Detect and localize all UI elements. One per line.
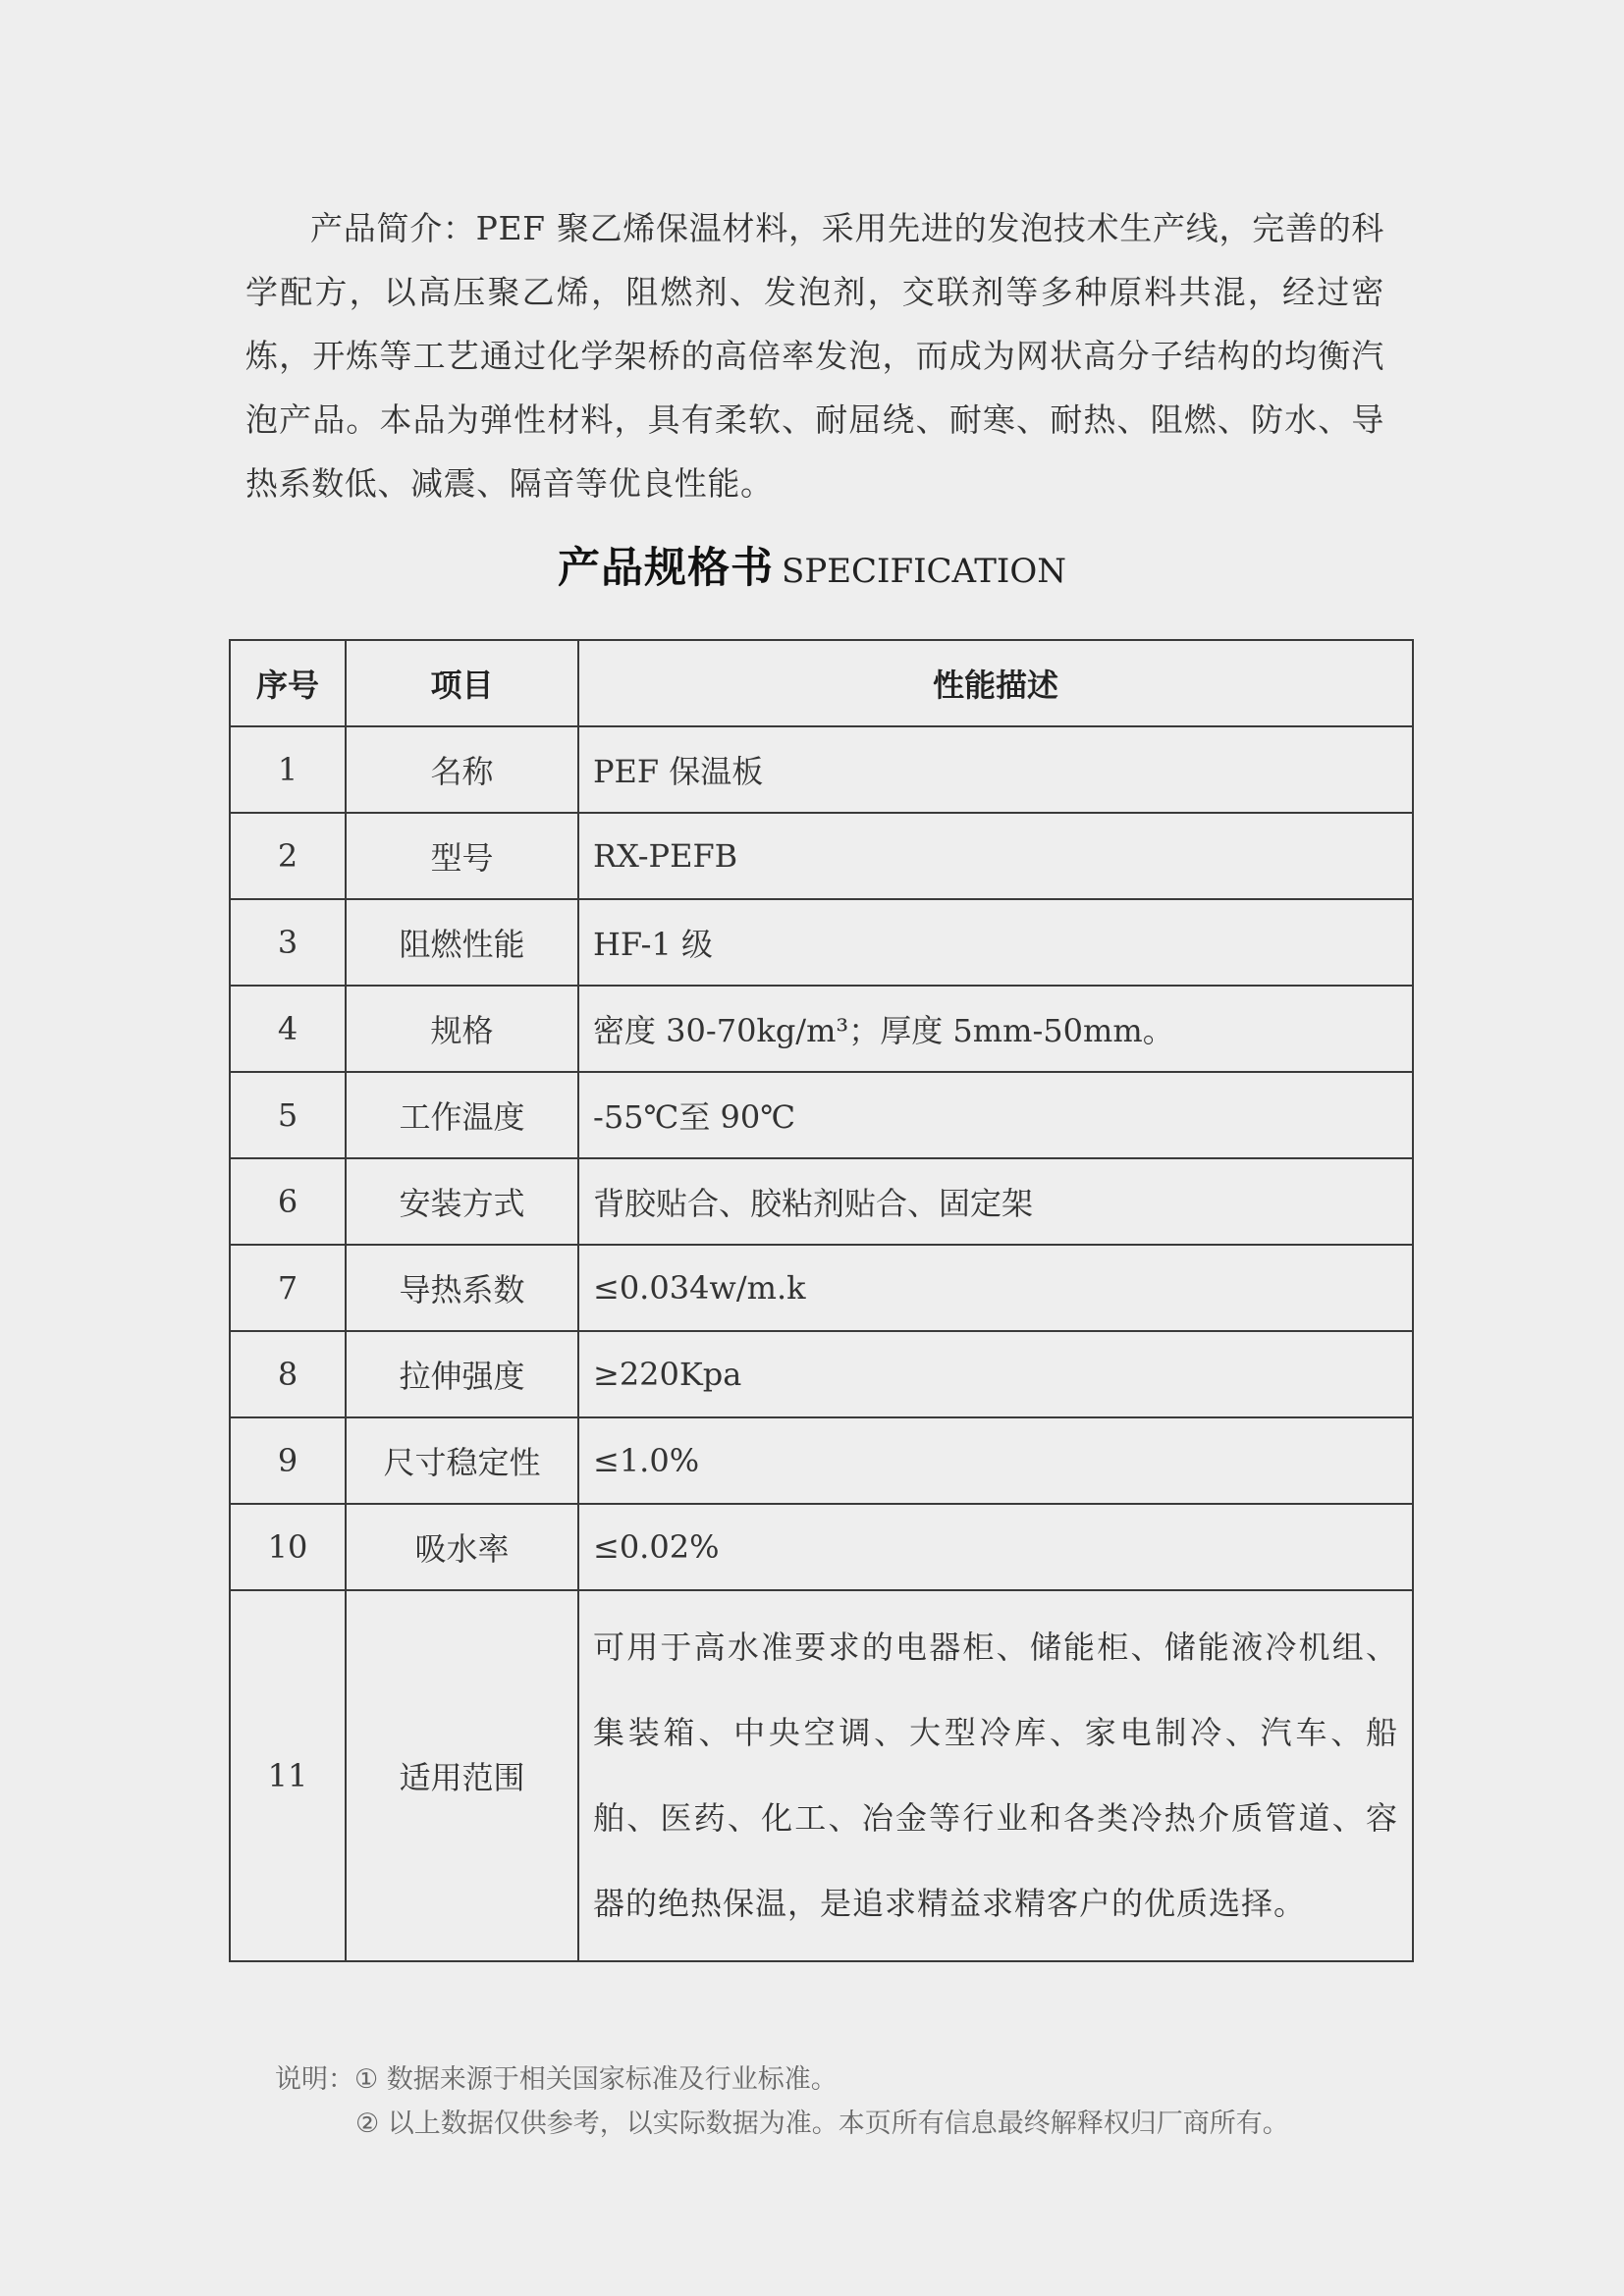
row-item: 拉伸强度 [346,1331,578,1417]
row-desc: HF-1 级 [578,899,1413,986]
note-line-1 [275,2057,1289,2102]
table-row [230,813,1413,899]
row-item: 尺寸稳定性 [346,1417,578,1504]
row-number: 2 [230,813,346,899]
table-row [230,1072,1413,1158]
row-number: 10 [230,1504,346,1590]
row-number: 6 [230,1158,346,1245]
intro-paragraph: 产品简介：PEF 聚乙烯保温材料，采用先进的发泡技术生产线，完善的科学配方，以高压聚乙烯，阻燃剂、发泡剂，交联剂等多种原料共混，经过密炼，开炼等工艺通过化学架桥的高倍率发泡，而成为网状高分子结构的均衡汽泡产品。本品为弹性材料，具有柔软、耐屈绕、耐寒、耐热、阻燃、防水、导热系数低、减震、隔音等优良性能。 [245,209,1384,503]
table-header-row [230,640,1413,726]
note-item: ② 以上数据仅供参考，以实际数据为准。本页所有信息最终解释权归厂商所有。 [355,2109,1289,2139]
title-english: SPECIFICATION [782,552,1066,591]
row-number: 5 [230,1072,346,1158]
row-desc: ≤1.0% [578,1417,1413,1504]
row-item: 吸水率 [346,1504,578,1590]
row-item: 规格 [346,986,578,1072]
row-desc: 背胶贴合、胶粘剂贴合、固定架 [578,1158,1413,1245]
header-item: 项目 [346,640,578,726]
table-row [230,1590,1413,1961]
row-desc: RX-PEFB [578,813,1413,899]
row-number: 1 [230,726,346,813]
notes-section [275,2057,1289,2146]
row-desc: 可用于高水准要求的电器柜、储能柜、储能液冷机组、集装箱、中央空调、大型冷库、家电制冷、汽车、船舶、医药、化工、冶金等行业和各类冷热介质管道、容器的绝热保温，是追求精益求精客户的优质选择。 [578,1590,1413,1961]
row-desc: ≤0.034w/m.k [578,1245,1413,1331]
table-row [230,1245,1413,1331]
row-item: 工作温度 [346,1072,578,1158]
row-number: 7 [230,1245,346,1331]
row-number: 4 [230,986,346,1072]
row-desc: ≥220Kpa [578,1331,1413,1417]
table-row [230,1331,1413,1417]
row-item: 导热系数 [346,1245,578,1331]
page-title [0,535,1624,595]
row-desc: -55℃至 90℃ [578,1072,1413,1158]
row-item: 安装方式 [346,1158,578,1245]
row-item: 适用范围 [346,1590,578,1961]
row-item: 名称 [346,726,578,813]
row-number: 8 [230,1331,346,1417]
table-row [230,1158,1413,1245]
specification-table [229,639,1414,1962]
table-row [230,986,1413,1072]
note-item: ① 数据来源于相关国家标准及行业标准。 [354,2064,838,2095]
table-row [230,1504,1413,1590]
row-number: 9 [230,1417,346,1504]
header-desc: 性能描述 [578,640,1413,726]
notes-label: 说明： [275,2064,354,2095]
row-item: 型号 [346,813,578,899]
row-desc: ≤0.02% [578,1504,1413,1590]
table-row [230,1417,1413,1504]
row-desc: PEF 保温板 [578,726,1413,813]
row-item: 阻燃性能 [346,899,578,986]
header-no: 序号 [230,640,346,726]
table-row [230,899,1413,986]
note-line-2 [275,2102,1289,2146]
product-intro [245,196,1384,515]
row-number: 11 [230,1590,346,1961]
title-chinese: 产品规格书 [558,544,775,593]
row-number: 3 [230,899,346,986]
row-desc: 密度 30-70kg/m³；厚度 5mm-50mm。 [578,986,1413,1072]
table-row [230,726,1413,813]
